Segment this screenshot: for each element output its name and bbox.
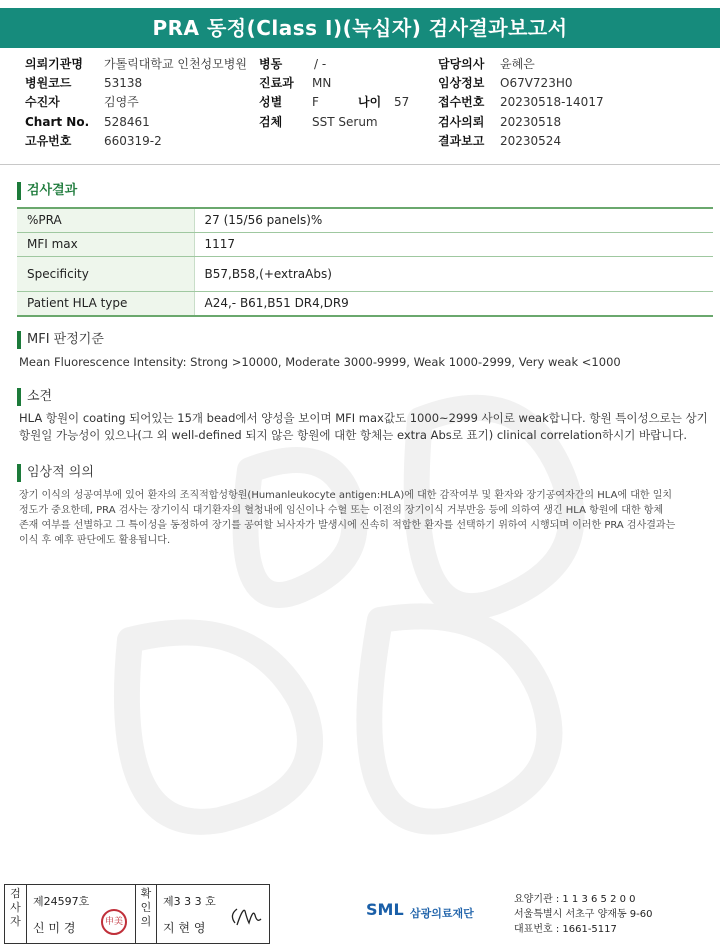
clinical-text (19, 488, 709, 548)
receipt-no-label: 접수번호 (438, 95, 485, 109)
table-row (17, 256, 713, 291)
ward-value: / - (314, 57, 327, 71)
logo-mark: SML (366, 900, 404, 919)
unique-no-label: 고유번호 (25, 134, 72, 148)
patient-label: 수진자 (25, 95, 60, 109)
patient-value: 김영주 (104, 95, 139, 109)
confirmer-license: 제3 3 3 호 (163, 895, 216, 908)
report-title: PRA 동정(Class I)(녹십자) 검사결과보고서 (0, 8, 720, 48)
result-key: Patient HLA type (17, 291, 194, 316)
phone-number: 대표번호 : 1661-5117 (514, 924, 617, 935)
department-value: MN (312, 76, 332, 90)
mfi-section-title: MFI 판정기준 (17, 331, 104, 349)
specimen-value: SST Serum (312, 115, 378, 129)
request-date-label: 검사의뢰 (438, 115, 485, 129)
sex-label: 성별 (259, 95, 283, 109)
divider (0, 164, 720, 165)
hospital-code-value: 53138 (104, 76, 143, 90)
clinical-line: 장기 이식의 성공여부에 있어 환자의 조직적합성항원(Humanleukocyte antigen:HLA)에 대한 감작여부 및 환자와 장기공여자간의 HLA에 대한 일치 (19, 490, 673, 501)
results-section-title: 검사결과 (17, 182, 77, 200)
confirmer-label-text: 확인의 (140, 887, 152, 928)
receipt-no-value: 20230518-14017 (500, 95, 604, 109)
clinical-section-title: 임상적 의의 (17, 464, 94, 482)
result-value: B57,B58,(+extraAbs) (194, 256, 713, 291)
result-key: %PRA (17, 208, 194, 232)
signature-box (4, 884, 270, 944)
ward-label: 병동 (259, 57, 283, 71)
sml-logo (366, 896, 506, 928)
opinion-line: HLA 항원이 coating 되어있는 15개 bead에서 양성을 보이며 MFI max값도 1000~2999 사이로 weak합니다. 항원 특이성으로는 상기 (19, 411, 708, 425)
requesting-hospital-label: 의뢰기관명 (25, 57, 83, 71)
examiner-license: 제24597호 (33, 895, 90, 908)
report-date-label: 결과보고 (438, 134, 485, 148)
chart-no-label: Chart No. (25, 115, 90, 129)
examiner-name: 신 미 경 (33, 921, 76, 935)
requesting-hospital-value: 가톨릭대학교 인천성모병원 (104, 57, 247, 71)
results-table (17, 207, 713, 317)
address: 서울특별시 서초구 양재동 9-60 (514, 909, 653, 920)
confirmer-vertical-label (135, 885, 157, 943)
contact-info (514, 892, 653, 937)
confirmer-signature (225, 901, 265, 933)
unique-no-value: 660319-2 (104, 134, 162, 148)
examiner-vertical-label (5, 885, 27, 943)
clinical-line: 정도가 중요한데, PRA 검사는 장기이식 대기환자의 혈청내에 임신이나 수혈 또는 이전의 장기이식 거부반응 등에 의하여 생긴 HLA 항원에 대한 항체 (19, 505, 664, 516)
agency-code: 요양기관 : 1 1 3 6 5 2 0 0 (514, 894, 636, 905)
clinical-line: 이식 후 예후 판단에도 활용됩니다. (19, 535, 171, 546)
hospital-code-label: 병원코드 (25, 76, 72, 90)
clinical-info-value: O67V723H0 (500, 76, 573, 90)
footer (0, 882, 720, 946)
result-value: 1117 (194, 232, 713, 256)
clinical-info-label: 임상정보 (438, 76, 485, 90)
opinion-text (19, 410, 709, 444)
report-date-value: 20230524 (500, 134, 562, 148)
opinion-line: 항원일 가능성이 있으나(그 외 well-defined 되지 않은 항원에 대한 항체는 extra Abs로 표기) clinical correlation하시기 바랍니다. (19, 428, 688, 442)
physician-label: 담당의사 (438, 57, 485, 71)
department-label: 진료과 (259, 76, 294, 90)
confirmer-name: 지 현 영 (163, 921, 206, 935)
mfi-criteria-text: Mean Fluorescence Intensity: Strong >10000, Moderate 3000-9999, Weak 1000-2999, Very weak <1000 (19, 355, 621, 369)
result-key: Specificity (17, 256, 194, 291)
physician-value: 윤혜은 (500, 57, 535, 71)
result-key: MFI max (17, 232, 194, 256)
sex-value: F (312, 95, 319, 109)
examiner-seal-stamp: 申美 (101, 909, 127, 935)
result-value: A24,- B61,B51 DR4,DR9 (194, 291, 713, 316)
examiner-label-text: 검사자 (10, 887, 21, 928)
table-row (17, 208, 713, 232)
organization-name: 삼광의료재단 (410, 907, 474, 920)
patient-info-block (0, 56, 720, 156)
age-value: 57 (394, 95, 410, 109)
opinion-section-title: 소견 (17, 388, 52, 406)
specimen-label: 검체 (259, 115, 283, 129)
age-label: 나이 (358, 95, 382, 109)
clinical-line: 존재 여부를 선별하고 그 특이성을 동정하여 장기를 공여할 뇌사자가 발생시에 신속히 적합한 환자를 선택하기 위하여 시행되며 이러한 PRA 검사결과는 (19, 520, 676, 531)
table-row (17, 232, 713, 256)
result-value: 27 (15/56 panels)% (194, 208, 713, 232)
chart-no-value: 528461 (104, 115, 150, 129)
table-row (17, 291, 713, 316)
request-date-value: 20230518 (500, 115, 562, 129)
